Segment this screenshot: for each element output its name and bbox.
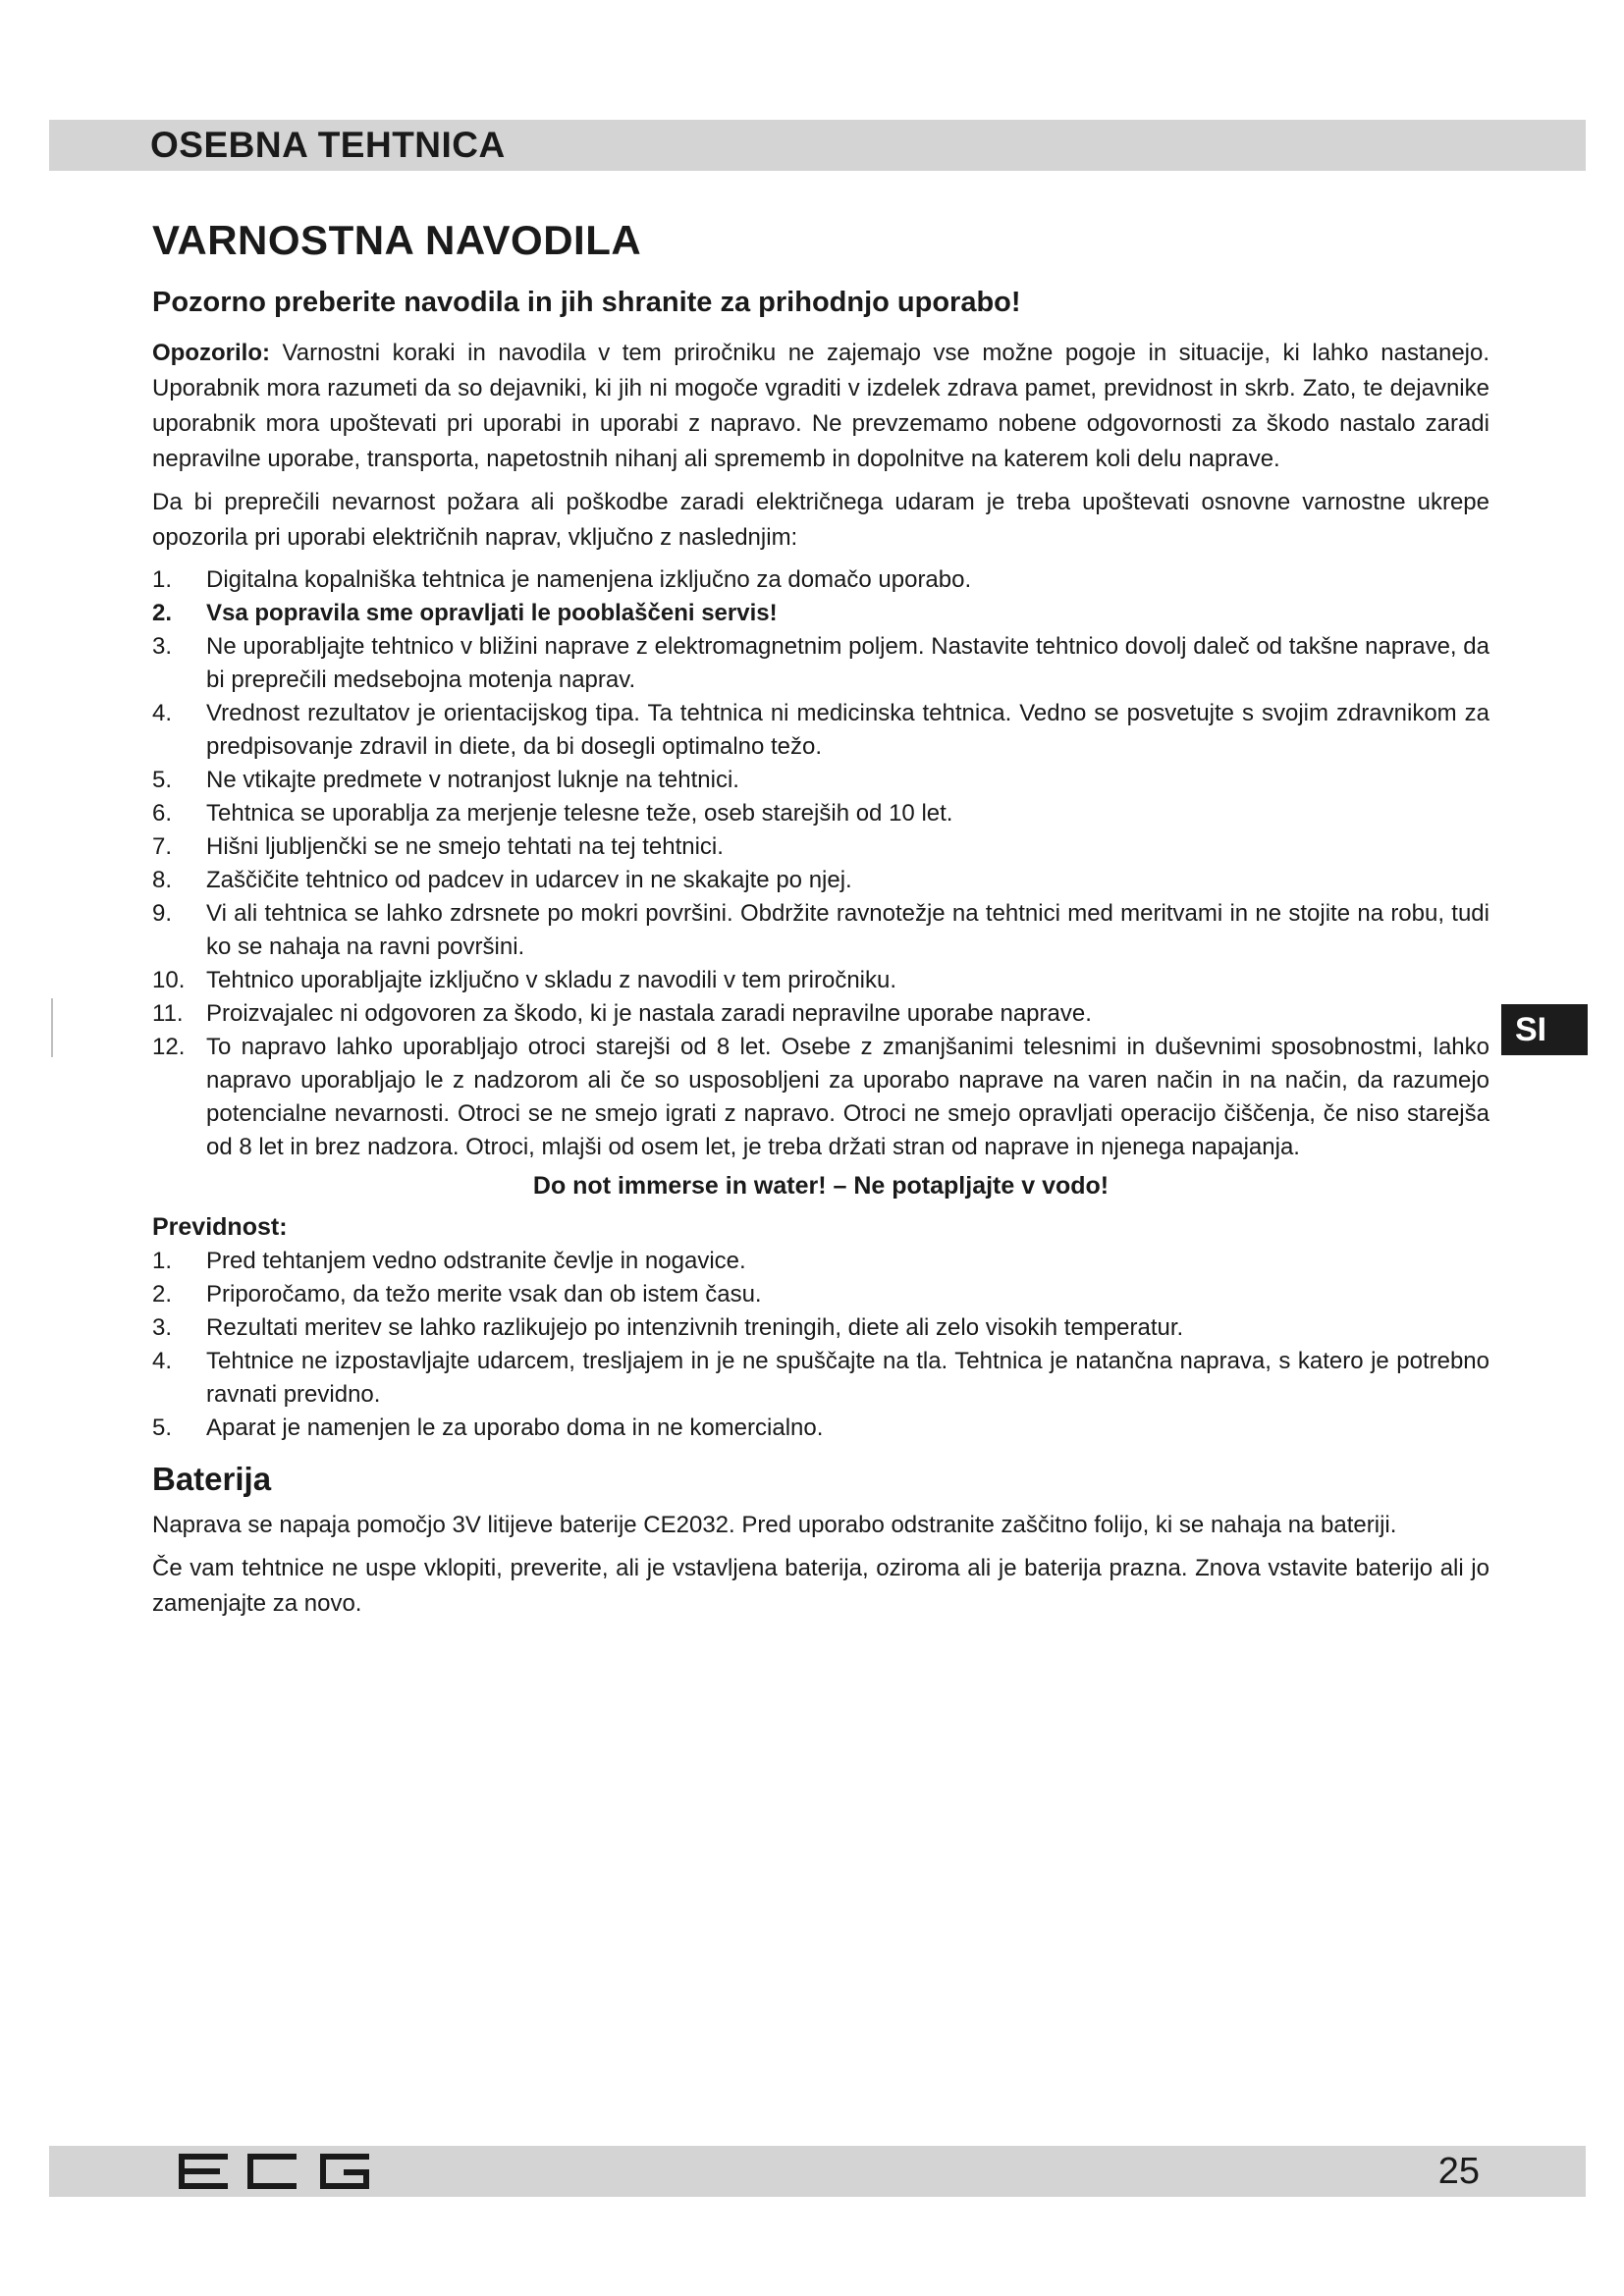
list-item: 1. Pred tehtanjem vedno odstranite čevlje in nogavice. [152, 1248, 746, 1274]
water-warning: Do not immerse in water! – Ne potapljajte v vodo! [532, 1172, 1110, 1200]
battery-title: Baterija [152, 1461, 272, 1497]
section-title: VARNOSTNA NAVODILA [152, 217, 642, 263]
list-item: 5. Aparat je namenjen le za uporabo doma in ne komercialno. [152, 1415, 824, 1441]
warning-label: Opozorilo: [152, 340, 270, 366]
language-tag: SI [1501, 1004, 1588, 1055]
list-item: 7. Hišni ljubljenčki se ne smejo tehtati na tej tehtnici. [152, 833, 724, 860]
page-number: 25 [1437, 2151, 1480, 2192]
intro-paragraph: Da bi preprečili nevarnost požara ali poškodbe zaradi električnega udaram je treba upoštevati osnovne varnostne ukrepe opozorila pri uporabi električnih naprav, vključno z naslednjim: [152, 489, 1489, 551]
list-item: 6. Tehtnica se uporablja za merjenje telesne teže, oseb starejših od 10 let. [152, 800, 953, 827]
list-item: 3. Ne uporabljajte tehtnico v bližini naprave z elektromagnetnim poljem. Nastavite tehtnico dovolj daleč od takšne naprave, da bi preprečili medsebojna motenja naprav. [152, 633, 1489, 693]
margin-line [51, 998, 53, 1057]
list-item: 2. Priporočamo, da težo merite vsak dan ob istem času. [152, 1281, 762, 1308]
caution-list [152, 1245, 1489, 1445]
battery-paragraph-2: Če vam tehtnice ne uspe vklopiti, preverite, ali je vstavljena baterija, oziroma ali je baterija prazna. Znova vstavite baterijo ali jo zamenjajte za novo. [152, 1555, 1489, 1617]
list-item: 11. Proizvajalec ni odgovoren za škodo, ki je nastala zaradi nepravilne uporabe naprave. [152, 1000, 1092, 1027]
list-item: 9. Vi ali tehtnica se lahko zdrsnete po mokri površini. Obdržite ravnotežje na tehtnici med meritvami in ne stojite na robu, tudi ko se nahaja na ravni površini. [152, 900, 1489, 960]
list-item: 12. To napravo lahko uporabljajo otroci starejši od 8 let. Osebe z zmanjšanimi telesnimi in duševnimi sposobnostmi, lahko napravo uporabljajo le z nadzorom ali če so usposobljeni za uporabo naprave na varen način in na način, da razumejo potencialne nevarnosti. Otroci se ne smejo igrati z napravo. Otroci ne smejo opravljati operacijo čiščenja, če niso starejša od 8 let in brez nadzora. Otroci, mlajši od osem let, je treba držati stran od naprave in njenega napajanja. [152, 1034, 1489, 1160]
list-item: 8. Zaščičite tehtnico od padcev in udarcev in ne skakajte po njej. [152, 867, 852, 893]
safety-list [152, 563, 1489, 1164]
warning-text: Varnostni koraki in navodila v tem priročniku ne zajemajo vse možne pogoje in situacije, ki lahko nastanejo. Uporabnik mora razumeti da so dejavniki, ki jih ni mogoče vgraditi v izdelek zdrava pamet, previdnost in skrb. Zato, te dejavnike uporabnik mora upoštevati pri uporabi in uporabi z napravo. Ne prevzemamo nobene odgovornosti za škodo nastalo zaradi nepravilne uporabe, transporta, napetostnih nihanj ali sprememb in dopolnitve na katerem koli delu naprave. [152, 340, 1490, 472]
list-item: 3. Rezultati meritev se lahko razlikujejo po intenzivnih treningih, diete ali zelo visokih temperatur. [152, 1314, 1184, 1341]
battery-paragraph-1: Naprava se napaja pomočjo 3V litijeve baterije CE2032. Pred uporabo odstranite zaščitno folijo, ki se nahaja na bateriji. [152, 1512, 1397, 1538]
footer-bar [49, 2146, 1586, 2197]
list-item: 2. Vsa popravila sme opravljati le pooblaščeni servis! [152, 600, 778, 626]
caution-title: Previdnost: [152, 1213, 288, 1241]
content [152, 206, 1489, 1629]
list-item: 4. Vrednost rezultatov je orientacijskog tipa. Ta tehtnica ni medicinska tehtnica. Vedno se posvetujte s svojim zdravnikom za predpisovanje zdravil in diete, da bi dosegli optimalno težo. [152, 700, 1489, 760]
list-item: 10. Tehtnico uporabljajte izključno v skladu z navodili v tem priročniku. [152, 967, 897, 993]
ecg-logo [174, 2152, 380, 2191]
list-item: 1. Digitalna kopalniška tehtnica je namenjena izključno za domačo uporabo. [152, 566, 972, 593]
warning-paragraph [152, 336, 1489, 477]
subtitle: Pozorno preberite navodila in jih shranite za prihodnjo uporabo! [152, 287, 1021, 318]
header-bar [49, 120, 1586, 171]
list-item: 4. Tehtnice ne izpostavljajte udarcem, tresljajem in je ne spuščajte na tla. Tehtnica je natančna naprava, s katero je potrebno ravnati previdno. [152, 1348, 1489, 1408]
header-title: OSEBNA TEHTNICA [150, 125, 506, 165]
list-item: 5. Ne vtikajte predmete v notranjost luknje na tehtnici. [152, 767, 739, 793]
